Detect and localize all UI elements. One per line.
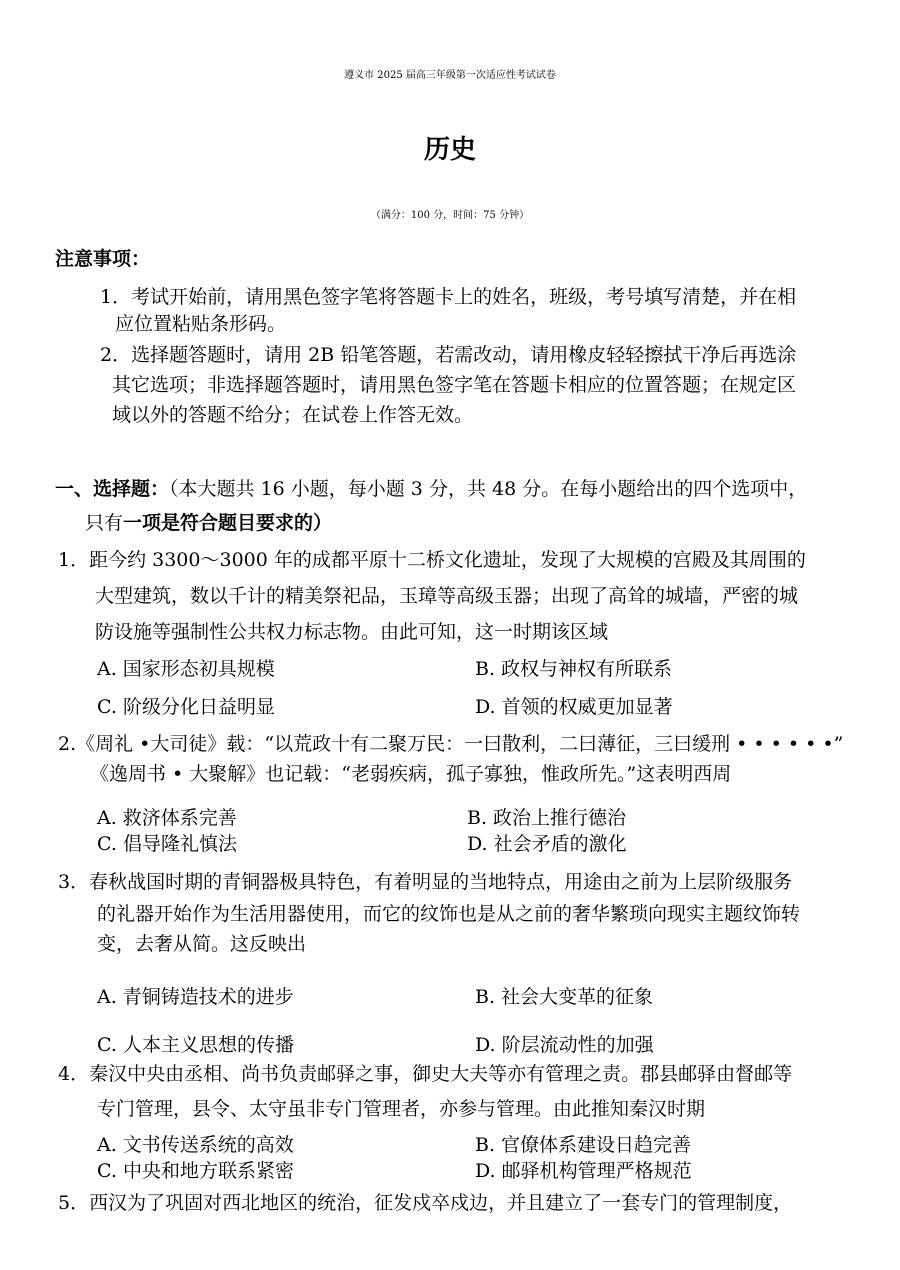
notice-item-1-line-2: 应位置粘贴条形码。 [115,313,287,335]
q2-option-d: D. 社会矛盾的激化 [467,833,627,855]
section-1-description: （本大题共 16 小题，每小题 3 分，共 48 分。在每小题给出的四个选项中， [169,478,808,500]
q3-stem-line-2: 的礼器开始作为生活用器使用，而它的纹饰也是从之前的奢华繁琐向现实主题纹饰转 [97,903,801,925]
notice-item-2-line-2: 其它选项；非选择题答题时，请用黑色签字笔在答题卡相应的位置答题；在规定区 [112,374,797,396]
q4-option-d: D. 邮驿机构管理严格规范 [475,1160,692,1182]
q4-option-c: C. 中央和地方联系紧密 [97,1160,294,1182]
q4-option-a: A. 文书传送系统的高效 [97,1134,294,1156]
q3-stem-line-1: 3．春秋战国时期的青铜器极具特色，有着明显的当地特点，用途由之前为上层阶级服务 [58,871,793,893]
q2-option-a: A. 救济体系完善 [97,807,237,829]
notice-item-1-line-1: 1．考试开始前，请用黑色签字笔将答题卡上的姓名，班级，考号填写清楚，并在相 [100,286,797,308]
q1-option-b: B. 政权与神权有所联系 [475,658,673,680]
notice-heading: 注意事项： [55,248,151,270]
section-1-desc-bold: 一项是符合题目要求的） [123,512,333,534]
q3-option-c: C. 人本主义思想的传播 [97,1034,294,1056]
q1-stem-line-3: 防设施等强制性公共权力标志物。由此可知，这一时期该区域 [95,621,609,643]
notice-item-2-line-3: 域以外的答题不给分；在试卷上作答无效。 [112,404,474,426]
exam-title: 遵义市 2025 届高三年级第一次适应性考试试卷 [344,70,556,81]
section-1-label: 一、选择题： [55,478,170,500]
q2-option-b: B. 政治上推行德治 [467,807,627,829]
q4-option-b: B. 官僚体系建设日趋完善 [475,1134,692,1156]
q3-stem-line-3: 变，去奢从简。这反映出 [97,933,307,955]
q3-option-b: B. 社会大变革的征象 [475,986,654,1008]
q2-stem-line-1: 2.《周礼 •大司徒》载：“以荒政十有二聚万民：一曰散利，二曰薄征，三曰缓刑 • • • • • •” [58,733,844,755]
notice-item-2-line-1: 2．选择题答题时，请用 2B 铅笔答题，若需改动，请用橡皮轻轻擦拭干净后再选涂 [100,344,797,366]
q1-option-c: C. 阶级分化日益明显 [97,696,275,718]
score-time-line: （满分：100 分，时间：75 分钟） [370,210,530,221]
q5-stem-line-1: 5．西汉为了巩固对西北地区的统治，征发戍卒戍边，并且建立了一套专门的管理制度， [58,1192,793,1214]
q1-option-a: A. 国家形态初具规模 [97,658,275,680]
q3-option-d: D. 阶层流动性的加强 [475,1034,654,1056]
section-1-desc-plain: 只有 [85,512,124,534]
section-1-description-line-2 [85,511,332,535]
q1-option-d: D. 首领的权威更加显著 [475,696,673,718]
section-1-header [55,477,807,501]
q2-stem-line-2: 《逸周书 • 大聚解》也记载：“老弱疾病，孤子寡独，惟政所先。”这表明西周 [90,763,732,785]
q4-stem-line-1: 4．秦汉中央由丞相、尚书负责邮驿之事，御史大夫等亦有管理之责。郡县邮驿由督邮等 [58,1063,793,1085]
subject-title: 历史 [423,135,476,165]
q2-option-c: C. 倡导隆礼慎法 [97,833,237,855]
q3-option-a: A. 青铜铸造技术的进步 [97,986,294,1008]
q1-stem-line-2: 大型建筑，数以千计的精美祭祀品，玉璋等高级玉器；出现了高耸的城墙，严密的城 [95,585,799,607]
q1-stem-line-1: 1．距今约 3300～3000 年的成都平原十二桥文化遗址，发现了大规模的宫殿及其周围的 [58,549,806,571]
q4-stem-line-2: 专门管理，县令、太守虽非专门管理者，亦参与管理。由此推知秦汉时期 [97,1098,706,1120]
